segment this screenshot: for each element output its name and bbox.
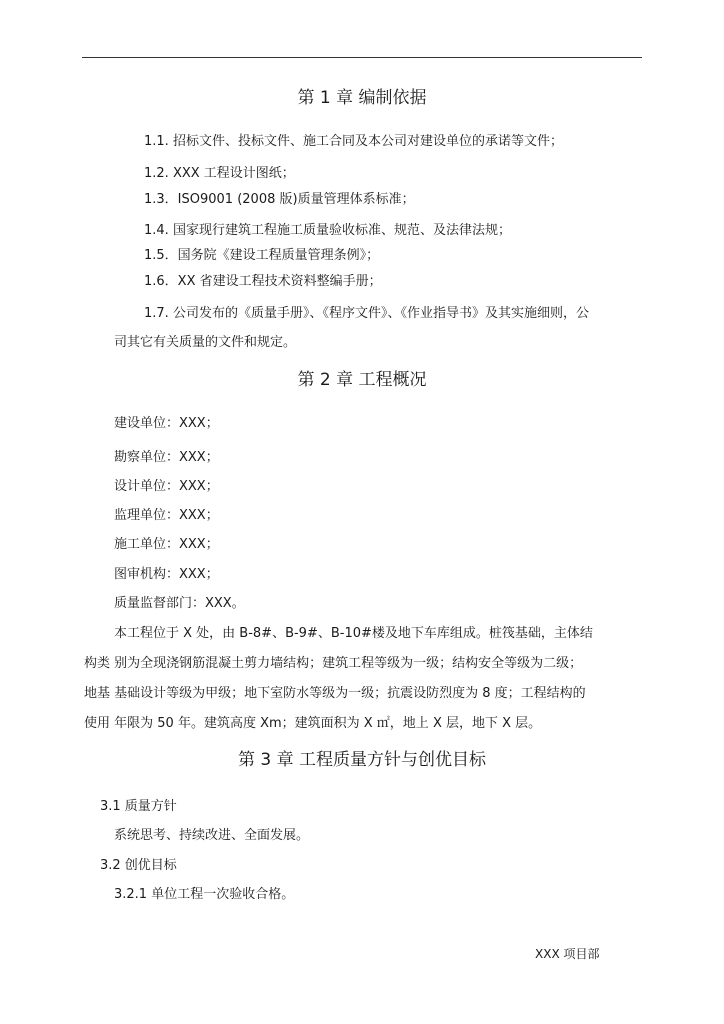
unit-quality-supervision: 质量监督部门：XXX。 xyxy=(114,596,245,611)
overview-line-3: 地基 基础设计等级为甲级；地下室防水等级为一级；抗震设防烈度为 8 度；工程结构的 xyxy=(84,686,586,701)
basis-item-7-cont: 司其它有关质量的文件和规定。 xyxy=(114,335,297,350)
basis-item-2: 1.2. XXX 工程设计图纸； xyxy=(144,166,295,181)
section-3-2-title: 3.2 创优目标 xyxy=(100,858,177,873)
overview-line-1: 本工程位于 X 处，由 B-8#、B-9#、B-10#楼及地下车库组成。桩筏基础，主体结 xyxy=(114,626,593,641)
quality-policy-text: 系统思考、持续改进、全面发展。 xyxy=(114,828,310,843)
basis-item-1: 1.1. 招标文件、投标文件、施工合同及本公司对建设单位的承诺等文件； xyxy=(144,134,563,149)
header-rule xyxy=(82,57,642,58)
excellence-target-text: 3.2.1 单位工程一次验收合格。 xyxy=(114,887,295,902)
basis-item-3: 1.3．ISO9001 (2008 版)质量管理体系标准； xyxy=(144,192,415,207)
unit-survey: 勘察单位：XXX； xyxy=(114,450,219,465)
page-footer: XXX 项目部 xyxy=(535,947,600,961)
chapter-3-title: 第 3 章 工程质量方针与创优目标 xyxy=(237,750,487,770)
unit-design: 设计单位：XXX； xyxy=(114,479,219,494)
overview-line-2: 构类 别为全现浇钢筋混凝土剪力墙结构；建筑工程等级为一级；结构安全等级为二级； xyxy=(84,656,583,671)
basis-item-6: 1.6．XX 省建设工程技术资料整编手册； xyxy=(144,274,382,289)
chapter-1-title: 第 1 章 编制依据 xyxy=(297,88,427,108)
overview-line-4: 使用 年限为 50 年。建筑高度 Xm；建筑面积为 X ㎡，地上 X 层，地下 X 层。 xyxy=(84,716,542,731)
basis-item-7: 1.7. 公司发布的《质量手册》、《程序文件》、《作业指导书》及其实施细则，公 xyxy=(144,306,589,321)
chapter-2-title: 第 2 章 工程概况 xyxy=(297,370,427,390)
unit-builder: 施工单位：XXX； xyxy=(114,537,219,552)
unit-review: 图审机构：XXX； xyxy=(114,567,219,582)
unit-supervision: 监理单位：XXX； xyxy=(114,508,219,523)
section-3-1-title: 3.1 质量方针 xyxy=(100,799,177,814)
basis-item-4: 1.4. 国家现行建筑工程施工质量验收标准、规范、及法律法规； xyxy=(144,223,511,238)
unit-construction: 建设单位：XXX； xyxy=(114,416,219,431)
basis-item-5: 1.5．国务院《建设工程质量管理条例》； xyxy=(144,248,380,263)
